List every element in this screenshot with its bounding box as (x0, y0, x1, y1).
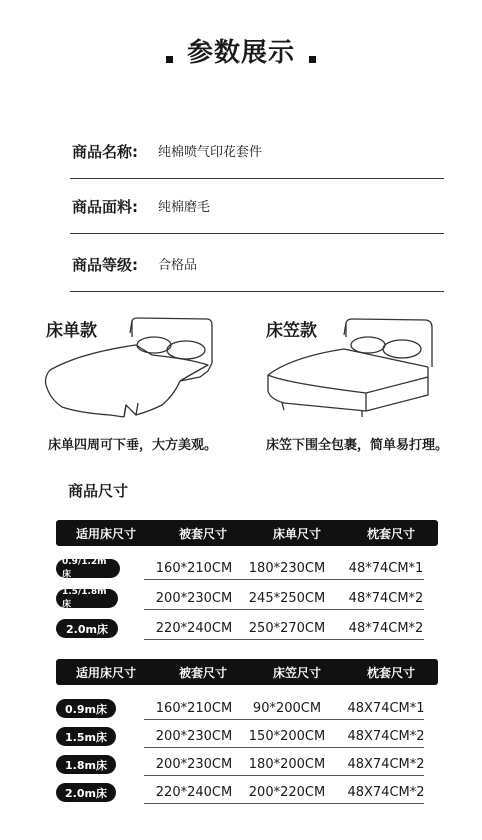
sheet-size-table (56, 520, 438, 644)
duvet-size-cell: 200*230CM (155, 757, 233, 772)
title-dot-left (166, 56, 173, 63)
table-header (56, 520, 438, 546)
header-fitted-size: 床笠尺寸 (272, 665, 321, 680)
pillowcase-size-cell: 48X74CM*2 (347, 729, 425, 744)
table-row (56, 588, 438, 610)
spec-label: 商品等级: (72, 256, 138, 274)
fitted-size-cell: 180*200CM (248, 757, 326, 772)
sheet-size-cell: 245*250CM (248, 591, 326, 606)
spec-label: 商品面料: (72, 198, 138, 216)
spec-label: 商品名称: (72, 143, 138, 161)
sheet-size-cell: 250*270CM (248, 621, 326, 636)
table-row (56, 726, 438, 748)
duvet-size-cell: 220*240CM (155, 785, 233, 800)
row-divider (144, 609, 424, 610)
sheet-style-title: 床单款 (46, 321, 97, 341)
bed-size-pill: 1.5/1.8m床 (56, 589, 118, 608)
fitted-size-cell: 150*200CM (248, 729, 326, 744)
table-header (56, 659, 438, 685)
fitted-size-cell: 90*200CM (252, 701, 322, 716)
fitted-size-cell: 200*220CM (248, 785, 326, 800)
header-bed-size: 适用床尺寸 (75, 665, 136, 680)
duvet-size-cell: 200*230CM (155, 591, 233, 606)
row-divider (144, 803, 424, 804)
fitted-sheet-bed-illustration (262, 315, 442, 420)
table-row (56, 618, 438, 640)
pillowcase-size-cell: 48*74CM*2 (348, 621, 424, 636)
bed-size-pill: 2.0m床 (56, 619, 118, 638)
header-pillowcase-size: 枕套尺寸 (366, 526, 415, 541)
header-pillowcase-size: 枕套尺寸 (366, 665, 415, 680)
bed-size-pill: 2.0m床 (56, 783, 116, 802)
pillowcase-size-cell: 48X74CM*2 (347, 785, 425, 800)
sheet-style-desc: 床单四周可下垂，大方美观。 (48, 438, 218, 453)
pillowcase-size-cell: 48X74CM*2 (347, 757, 425, 772)
row-divider (144, 579, 424, 580)
flat-sheet-bed-illustration (40, 315, 220, 425)
table-row (56, 698, 438, 720)
header-sheet-size: 床单尺寸 (272, 526, 321, 541)
pillowcase-size-cell: 48*74CM*2 (348, 591, 424, 606)
page-title (0, 30, 482, 70)
bed-size-pill: 0.9/1.2m床 (56, 559, 120, 578)
spec-row-grade (70, 236, 444, 292)
table-row (56, 782, 438, 804)
fitted-size-table (56, 659, 438, 809)
duvet-size-cell: 160*210CM (155, 561, 233, 576)
header-duvet-size: 被套尺寸 (178, 526, 227, 541)
row-divider (144, 719, 424, 720)
size-section-title: 商品尺寸 (68, 482, 129, 500)
spec-row-name (70, 123, 444, 179)
bed-size-pill: 1.8m床 (56, 755, 116, 774)
pillowcase-size-cell: 48X74CM*1 (347, 701, 425, 716)
title-dot-right (309, 56, 316, 63)
spec-value: 纯棉磨毛 (158, 200, 211, 215)
row-divider (144, 775, 424, 776)
duvet-size-cell: 160*210CM (155, 701, 233, 716)
spec-value: 纯棉喷气印花套件 (158, 145, 263, 160)
bed-size-pill: 0.9m床 (56, 699, 116, 718)
table-row (56, 754, 438, 776)
pillowcase-size-cell: 48*74CM*1 (348, 561, 424, 576)
duvet-size-cell: 220*240CM (155, 621, 233, 636)
row-divider (144, 747, 424, 748)
table-row (56, 558, 438, 580)
spec-value: 合格品 (158, 258, 198, 273)
bed-size-pill: 1.5m床 (56, 727, 116, 746)
row-divider (144, 639, 424, 640)
fitted-style-title: 床笠款 (266, 321, 317, 341)
header-bed-size: 适用床尺寸 (75, 526, 136, 541)
fitted-style-desc: 床笠下围全包裹，简单易打理。 (266, 438, 449, 453)
header-duvet-size: 被套尺寸 (178, 665, 227, 680)
duvet-size-cell: 200*230CM (155, 729, 233, 744)
title-text: 参数展示 (186, 37, 295, 68)
sheet-size-cell: 180*230CM (248, 561, 326, 576)
spec-row-fabric (70, 178, 444, 234)
